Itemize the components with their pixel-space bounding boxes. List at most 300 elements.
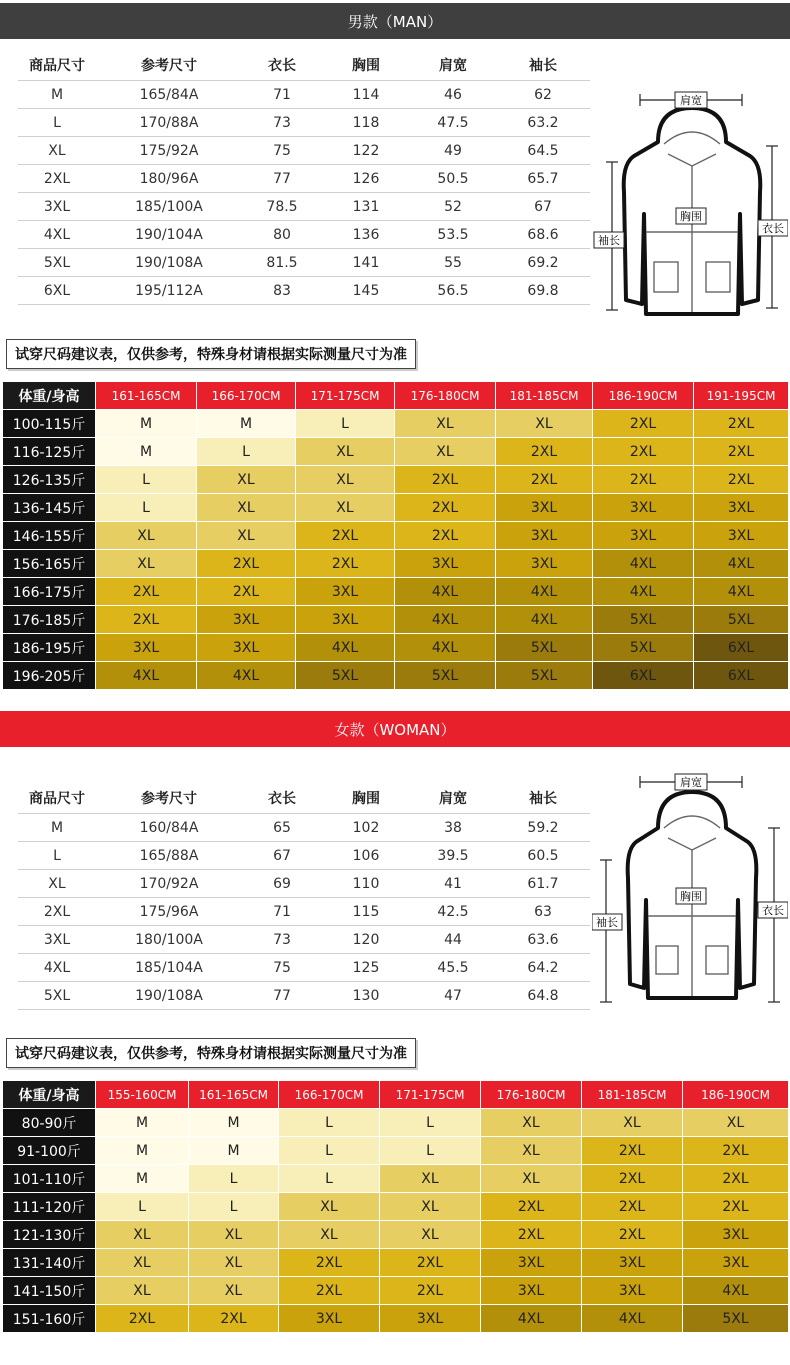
size-cell: 3XL [582,1277,683,1305]
grid-row [3,578,789,606]
grid-corner-label: 体重/身高 [3,382,96,410]
size-cell: L [96,466,197,494]
height-range-header: 181-185CM [582,1081,683,1109]
spec-row [18,842,590,870]
spec-cell: 69.2 [496,249,590,277]
size-cell: 5XL [683,1305,789,1333]
weight-range-label: 176-185斤 [3,606,96,634]
size-cell: M [197,410,296,438]
size-cell: XL [481,1165,582,1193]
size-cell: XL [197,494,296,522]
men-spec-table [18,50,590,305]
spec-cell: 78.5 [242,193,322,221]
spec-header-row [18,50,590,81]
size-cell: L [96,494,197,522]
size-cell: 5XL [296,662,395,690]
spec-cell: 145 [322,277,410,305]
weight-range-label: 186-195斤 [3,634,96,662]
spec-cell: 136 [322,221,410,249]
spec-row [18,109,590,137]
size-cell: 3XL [296,606,395,634]
size-cell: 5XL [395,662,496,690]
weight-range-label: 196-205斤 [3,662,96,690]
spec-cell: 165/84A [96,81,242,109]
spec-row [18,870,590,898]
size-cell: 4XL [395,606,496,634]
size-cell: 2XL [481,1193,582,1221]
size-cell: 2XL [496,438,593,466]
size-cell: 3XL [593,522,694,550]
grid-row [3,1305,789,1333]
size-cell: 2XL [481,1221,582,1249]
size-cell: 2XL [296,550,395,578]
size-cell: 5XL [496,634,593,662]
spec-cell: 185/104A [96,954,242,982]
size-cell: 2XL [395,466,496,494]
grid-row [3,466,789,494]
size-cell: 4XL [395,634,496,662]
grid-row [3,1165,789,1193]
height-range-header: 155-160CM [96,1081,189,1109]
size-cell: 2XL [582,1221,683,1249]
spec-cell: 80 [242,221,322,249]
spec-cell: 3XL [18,926,96,954]
spec-cell: 71 [242,898,322,926]
grid-row [3,662,789,690]
size-cell: 2XL [197,550,296,578]
size-cell: XL [279,1193,380,1221]
size-cell: 5XL [593,634,694,662]
women-spec-table [18,783,590,1010]
spec-cell: 68.6 [496,221,590,249]
size-cell: XL [96,1249,189,1277]
weight-range-label: 121-130斤 [3,1221,96,1249]
size-cell: XL [96,1277,189,1305]
weight-range-label: 91-100斤 [3,1137,96,1165]
spec-cell: 115 [322,898,410,926]
size-cell: 2XL [279,1249,380,1277]
size-cell: XL [380,1221,481,1249]
size-cell: XL [96,1221,189,1249]
men-jacket-diagram [592,72,788,332]
spec-cell: 126 [322,165,410,193]
grid-row [3,1137,789,1165]
length-label: 衣长 [762,222,784,235]
size-cell: XL [582,1109,683,1137]
size-cell: 2XL [197,578,296,606]
spec-header: 肩宽 [410,783,496,814]
spec-header: 袖长 [496,50,590,81]
size-cell: L [380,1137,481,1165]
size-cell: XL [96,550,197,578]
size-cell: 2XL [496,466,593,494]
size-cell: 4XL [593,550,694,578]
size-cell: XL [189,1221,279,1249]
size-cell: 4XL [593,578,694,606]
size-cell: XL [197,466,296,494]
men-fit-note: 试穿尺码建议表，仅供参考，特殊身材请根据实际测量尺寸为准 [6,339,416,369]
spec-cell: 170/92A [96,870,242,898]
size-cell: 3XL [380,1305,481,1333]
spec-cell: 175/96A [96,898,242,926]
grid-corner-label: 体重/身高 [3,1081,96,1109]
spec-cell: M [18,81,96,109]
height-range-header: 166-170CM [197,382,296,410]
height-range-header: 161-165CM [96,382,197,410]
women-size-grid [2,1080,789,1333]
size-cell: M [96,1137,189,1165]
spec-cell: 122 [322,137,410,165]
women-banner: 女款（WOMAN） [0,711,790,747]
grid-row [3,494,789,522]
grid-row [3,634,789,662]
spec-cell: 185/100A [96,193,242,221]
size-cell: 4XL [481,1305,582,1333]
size-cell: L [279,1165,380,1193]
spec-cell: 195/112A [96,277,242,305]
spec-cell: 73 [242,109,322,137]
grid-row [3,522,789,550]
size-cell: 2XL [395,494,496,522]
height-range-header: 181-185CM [496,382,593,410]
spec-cell: 61.7 [496,870,590,898]
spec-cell: 64.2 [496,954,590,982]
height-range-header: 176-180CM [395,382,496,410]
spec-row [18,926,590,954]
spec-cell: 47 [410,982,496,1010]
spec-cell: 5XL [18,249,96,277]
weight-range-label: 100-115斤 [3,410,96,438]
spec-cell: 130 [322,982,410,1010]
weight-range-label: 156-165斤 [3,550,96,578]
size-cell: 2XL [380,1249,481,1277]
spec-header: 袖长 [496,783,590,814]
height-range-header: 186-190CM [593,382,694,410]
size-cell: 3XL [96,634,197,662]
spec-cell: 67 [242,842,322,870]
weight-range-label: 116-125斤 [3,438,96,466]
spec-cell: 65.7 [496,165,590,193]
spec-cell: 3XL [18,193,96,221]
spec-cell: 114 [322,81,410,109]
spec-cell: 6XL [18,277,96,305]
sleeve-label: 袖长 [596,916,618,929]
grid-row [3,606,789,634]
spec-cell: 190/108A [96,982,242,1010]
size-cell: 3XL [197,634,296,662]
spec-cell: L [18,842,96,870]
height-range-header: 176-180CM [481,1081,582,1109]
grid-row [3,550,789,578]
spec-cell: 170/88A [96,109,242,137]
size-cell: 2XL [96,1305,189,1333]
size-cell: 4XL [395,578,496,606]
spec-row [18,982,590,1010]
spec-cell: 69 [242,870,322,898]
spec-cell: 75 [242,137,322,165]
weight-range-label: 166-175斤 [3,578,96,606]
weight-range-label: 131-140斤 [3,1249,96,1277]
spec-cell: 46 [410,81,496,109]
spec-header-row [18,783,590,814]
spec-cell: 190/108A [96,249,242,277]
spec-cell: 41 [410,870,496,898]
spec-cell: 83 [242,277,322,305]
weight-range-label: 146-155斤 [3,522,96,550]
size-cell: 2XL [189,1305,279,1333]
spec-row [18,81,590,109]
spec-cell: 63 [496,898,590,926]
chest-label: 胸围 [680,890,702,903]
size-cell: 2XL [279,1277,380,1305]
spec-header: 商品尺寸 [18,783,96,814]
spec-cell: 4XL [18,221,96,249]
spec-cell: 77 [242,165,322,193]
spec-cell: 49 [410,137,496,165]
grid-header-row [3,1081,789,1109]
grid-row [3,438,789,466]
size-cell: 3XL [296,578,395,606]
spec-cell: 42.5 [410,898,496,926]
size-cell: XL [96,522,197,550]
spec-cell: 4XL [18,954,96,982]
size-cell: L [296,410,395,438]
size-cell: 2XL [683,1137,789,1165]
spec-cell: 2XL [18,898,96,926]
size-cell: XL [197,522,296,550]
spec-row [18,137,590,165]
size-cell: 3XL [496,550,593,578]
spec-row [18,814,590,842]
height-range-header: 171-175CM [380,1081,481,1109]
size-cell: 3XL [496,494,593,522]
size-cell: 2XL [380,1277,481,1305]
size-cell: 4XL [582,1305,683,1333]
spec-header: 肩宽 [410,50,496,81]
size-cell: XL [380,1165,481,1193]
spec-header: 衣长 [242,783,322,814]
chest-label: 胸围 [680,210,702,223]
size-cell: L [96,1193,189,1221]
spec-row [18,249,590,277]
size-cell: 2XL [694,410,789,438]
size-cell: XL [279,1221,380,1249]
size-cell: 6XL [694,634,789,662]
spec-cell: 190/104A [96,221,242,249]
size-cell: XL [481,1109,582,1137]
spec-cell: 81.5 [242,249,322,277]
spec-cell: 60.5 [496,842,590,870]
size-cell: 2XL [96,578,197,606]
spec-header: 商品尺寸 [18,50,96,81]
weight-range-label: 80-90斤 [3,1109,96,1137]
size-cell: L [279,1109,380,1137]
spec-cell: 50.5 [410,165,496,193]
spec-cell: 160/84A [96,814,242,842]
spec-cell: 55 [410,249,496,277]
length-label: 衣长 [762,904,784,917]
size-cell: 3XL [496,522,593,550]
size-cell: XL [395,438,496,466]
size-cell: XL [380,1193,481,1221]
spec-header: 胸围 [322,783,410,814]
size-cell: 2XL [694,438,789,466]
spec-row [18,193,590,221]
size-cell: XL [296,494,395,522]
spec-cell: 47.5 [410,109,496,137]
spec-cell: 2XL [18,165,96,193]
weight-range-label: 126-135斤 [3,466,96,494]
grid-header-row [3,382,789,410]
size-cell: 4XL [496,578,593,606]
height-range-header: 166-170CM [279,1081,380,1109]
size-cell: 2XL [593,410,694,438]
spec-cell: 131 [322,193,410,221]
size-cell: 2XL [683,1165,789,1193]
shoulder-label: 肩宽 [680,776,702,789]
size-cell: 2XL [96,606,197,634]
spec-cell: 175/92A [96,137,242,165]
size-cell: 3XL [481,1249,582,1277]
weight-range-label: 151-160斤 [3,1305,96,1333]
size-cell: XL [189,1277,279,1305]
spec-cell: 110 [322,870,410,898]
grid-row [3,1249,789,1277]
spec-cell: 165/88A [96,842,242,870]
women-jacket-diagram [592,760,788,1020]
size-cell: 3XL [683,1221,789,1249]
size-cell: 2XL [582,1165,683,1193]
spec-cell: XL [18,870,96,898]
spec-cell: 64.5 [496,137,590,165]
height-range-header: 171-175CM [296,382,395,410]
spec-cell: 5XL [18,982,96,1010]
size-cell: 6XL [694,662,789,690]
weight-range-label: 136-145斤 [3,494,96,522]
shoulder-label: 肩宽 [680,94,702,107]
spec-cell: 63.6 [496,926,590,954]
size-cell: XL [296,466,395,494]
size-cell: 3XL [593,494,694,522]
size-cell: 5XL [496,662,593,690]
spec-cell: 69.8 [496,277,590,305]
spec-cell: 71 [242,81,322,109]
size-cell: 2XL [296,522,395,550]
size-cell: M [96,438,197,466]
spec-cell: 102 [322,814,410,842]
weight-range-label: 111-120斤 [3,1193,96,1221]
size-cell: 2XL [582,1193,683,1221]
spec-header: 胸围 [322,50,410,81]
size-cell: L [189,1165,279,1193]
size-cell: 5XL [593,606,694,634]
spec-cell: 52 [410,193,496,221]
grid-row [3,1221,789,1249]
spec-cell: 180/96A [96,165,242,193]
size-cell: 2XL [395,522,496,550]
spec-cell: 65 [242,814,322,842]
size-cell: 4XL [694,550,789,578]
spec-cell: 106 [322,842,410,870]
size-cell: 4XL [683,1277,789,1305]
weight-range-label: 141-150斤 [3,1277,96,1305]
size-cell: 3XL [481,1277,582,1305]
size-cell: 3XL [683,1249,789,1277]
spec-row [18,954,590,982]
size-cell: 6XL [593,662,694,690]
spec-cell: 125 [322,954,410,982]
spec-cell: 77 [242,982,322,1010]
spec-cell: XL [18,137,96,165]
size-cell: 3XL [694,494,789,522]
spec-cell: 56.5 [410,277,496,305]
size-cell: M [189,1109,279,1137]
spec-cell: 67 [496,193,590,221]
size-cell: M [96,410,197,438]
spec-cell: 39.5 [410,842,496,870]
size-cell: XL [395,410,496,438]
size-cell: L [380,1109,481,1137]
size-cell: L [189,1193,279,1221]
spec-cell: M [18,814,96,842]
grid-row [3,410,789,438]
spec-cell: 62 [496,81,590,109]
spec-cell: 180/100A [96,926,242,954]
size-cell: 3XL [395,550,496,578]
men-size-grid [2,381,789,690]
size-cell: 3XL [582,1249,683,1277]
spec-cell: 141 [322,249,410,277]
spec-cell: 63.2 [496,109,590,137]
spec-cell: 45.5 [410,954,496,982]
size-cell: 3XL [279,1305,380,1333]
size-cell: XL [481,1137,582,1165]
size-cell: 3XL [197,606,296,634]
size-cell: 4XL [496,606,593,634]
grid-row [3,1193,789,1221]
spec-row [18,165,590,193]
spec-header: 参考尺寸 [96,783,242,814]
spec-cell: L [18,109,96,137]
size-cell: 4XL [296,634,395,662]
size-cell: XL [496,410,593,438]
size-cell: L [279,1137,380,1165]
size-cell: M [96,1165,189,1193]
size-cell: 2XL [582,1137,683,1165]
spec-header: 衣长 [242,50,322,81]
spec-cell: 64.8 [496,982,590,1010]
spec-row [18,221,590,249]
size-cell: 2XL [593,466,694,494]
spec-cell: 53.5 [410,221,496,249]
size-cell: 4XL [694,578,789,606]
spec-row [18,898,590,926]
size-cell: 5XL [694,606,789,634]
size-cell: 2XL [593,438,694,466]
size-cell: L [197,438,296,466]
spec-cell: 118 [322,109,410,137]
size-cell: XL [296,438,395,466]
weight-range-label: 101-110斤 [3,1165,96,1193]
size-cell: 3XL [694,522,789,550]
size-cell: 4XL [197,662,296,690]
size-cell: M [96,1109,189,1137]
height-range-header: 186-190CM [683,1081,789,1109]
spec-cell: 38 [410,814,496,842]
height-range-header: 161-165CM [189,1081,279,1109]
spec-cell: 73 [242,926,322,954]
spec-cell: 44 [410,926,496,954]
